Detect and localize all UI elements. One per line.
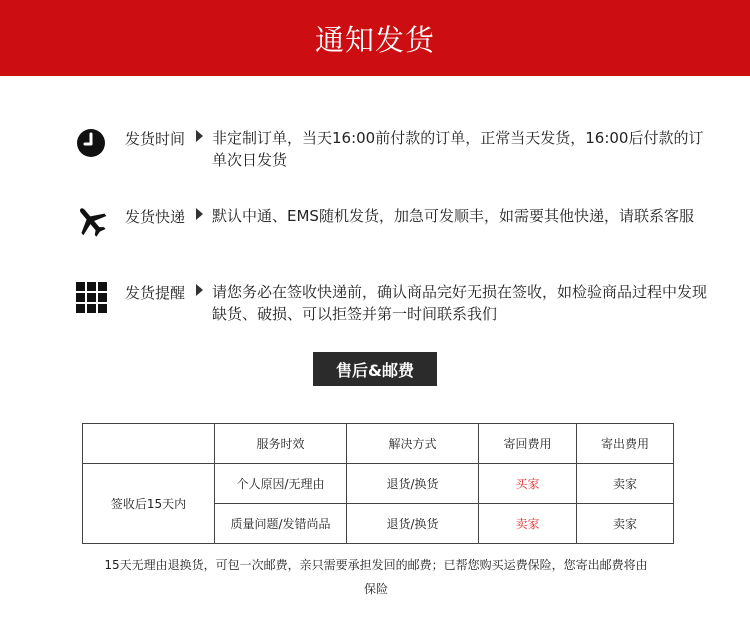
send-fee-cell: 卖家 (577, 504, 674, 544)
caret-right-icon (196, 284, 203, 296)
service-period-cell: 签收后15天内 (83, 464, 215, 544)
notice-label: 发货提醒 (125, 284, 186, 302)
notice-row-courier (74, 204, 714, 248)
return-fee-cell: 卖家 (479, 504, 577, 544)
table-header-cell (83, 424, 215, 464)
solution-cell: 退货/换货 (347, 464, 479, 504)
after-sales-title (313, 352, 437, 386)
notice-text: 非定制订单，当天16:00前付款的订单，正常当天发货，16:00后付款的订单次日发货 (212, 129, 704, 169)
after-sales-table (82, 423, 674, 544)
caret-right-icon (196, 130, 203, 142)
reason-cell: 个人原因/无理由 (215, 464, 347, 504)
reason-cell: 质量问题/发错尚品 (215, 504, 347, 544)
notice-row-reminder (74, 280, 714, 324)
clock-icon (74, 126, 108, 160)
notice-row-ship-time (74, 126, 714, 170)
table-header-cell: 寄回费用 (479, 424, 577, 464)
return-fee-cell: 买家 (479, 464, 577, 504)
table-row (83, 464, 674, 504)
notice-label: 发货快递 (125, 208, 186, 226)
grid-icon (74, 280, 108, 314)
after-sales-title-text: 售后&邮费 (336, 360, 414, 380)
notice-text: 请您务必在签收快递前，确认商品完好无损在签收，如检验商品过程中发现缺货、破损、可以拒签并第一时间联系我们 (212, 283, 708, 323)
after-sales-note: 15天无理由退换货，可包一次邮费，亲只需要承担发回的邮费；已帮您购买运费保险，您寄出邮费将由保险 (104, 558, 648, 596)
notice-label: 发货时间 (125, 130, 186, 148)
solution-cell: 退货/换货 (347, 504, 479, 544)
table-header-cell: 服务时效 (215, 424, 347, 464)
notice-text: 默认中通、EMS随机发货，加急可发顺丰，如需要其他快递，请联系客服 (212, 207, 694, 225)
banner-title: 通知发货 (314, 22, 435, 57)
notice-banner (0, 0, 750, 76)
send-fee-cell: 卖家 (577, 464, 674, 504)
caret-right-icon (196, 208, 203, 220)
table-header-cell: 解决方式 (347, 424, 479, 464)
table-header-cell: 寄出费用 (577, 424, 674, 464)
airplane-icon (74, 204, 108, 238)
table-header-row (83, 424, 674, 464)
